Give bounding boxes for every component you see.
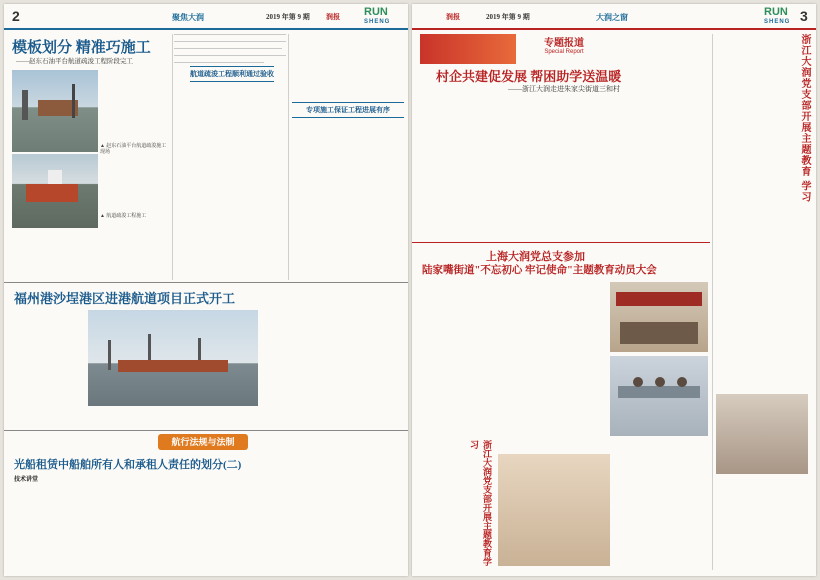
header-rule (412, 28, 816, 30)
law-banner: 航行法规与法制 (158, 434, 248, 450)
section-divider (4, 282, 408, 283)
branch-headline: 陆家嘴街道"不忘初心 牢记使命"主题教育动员大会 (422, 265, 657, 276)
section-divider (412, 242, 710, 243)
header-rule (4, 28, 408, 30)
right-page (412, 4, 816, 576)
section-title: 大润之窗 (596, 13, 628, 22)
issue-label: 2019 年第 9 期 (486, 13, 530, 21)
photo-caption: ▲ 赵东石油平台航道疏浚施工现场 (100, 144, 167, 155)
issue-label: 2019 年第 9 期 (266, 13, 310, 21)
section-divider (4, 430, 408, 431)
lead-headline: 模板划分 精准巧施工 (12, 40, 151, 56)
left-page (4, 4, 408, 576)
logo-subtext: SHENG (764, 19, 791, 25)
box-title: 专项施工保证工程进展有序 (292, 102, 404, 118)
lead-subheadline: ——赵东石油平台航道疏浚工程阶段完工 (16, 58, 133, 65)
dredging-site-photo (12, 70, 98, 152)
special-report-en: Special Report (544, 49, 584, 55)
page-number: 2 (12, 8, 20, 24)
meeting-photo (610, 282, 708, 352)
party-study-photo (498, 454, 610, 566)
runsheng-logo (764, 7, 790, 27)
column-rule (712, 34, 713, 570)
logo-subtext: SHENG (364, 19, 391, 25)
logo-text: RUN (364, 6, 388, 18)
page-number: 3 (800, 8, 808, 24)
column-label: 技术讲堂 (14, 477, 39, 483)
harbor-construction-photo (88, 310, 258, 406)
poverty-banner-photo (420, 34, 516, 64)
column-rule (172, 34, 173, 280)
photo-caption: ▲ 航道疏浚工程施工 (100, 214, 147, 219)
poverty-headline: 村企共建促发展 帮困助学送温暖 (436, 69, 622, 84)
branch-kicker: 上海大润党总支参加 (486, 251, 585, 263)
vertical-headline: 浙江大润党支部开展主题教育学习 (469, 440, 492, 566)
poverty-subheadline: ——浙江大润走进朱家尖街道三和村 (508, 85, 620, 93)
study-session-photo (610, 356, 708, 436)
box-title: 航道疏浚工程顺利通过验收 (190, 66, 274, 82)
section-title: 聚焦大润 (172, 13, 204, 22)
side-vertical-title: 浙江大润党支部开展主题教育 学习 (799, 34, 810, 203)
runsheng-logo (364, 7, 390, 27)
legal-headline: 光船租赁中船舶所有人和承租人责任的划分(二) (14, 459, 242, 471)
fuzhou-headline: 福州港沙埕港区进港航道项目正式开工 (14, 291, 236, 306)
dredging-ship-photo (12, 154, 98, 228)
side-study-photo (716, 394, 808, 474)
paper-mark: 润报 (446, 13, 460, 21)
column-rule (288, 34, 289, 280)
special-report-cn: 专题报道 (544, 38, 584, 49)
special-report-label (518, 34, 610, 55)
logo-text: RUN (764, 6, 788, 18)
paper-mark: 润报 (326, 13, 340, 21)
